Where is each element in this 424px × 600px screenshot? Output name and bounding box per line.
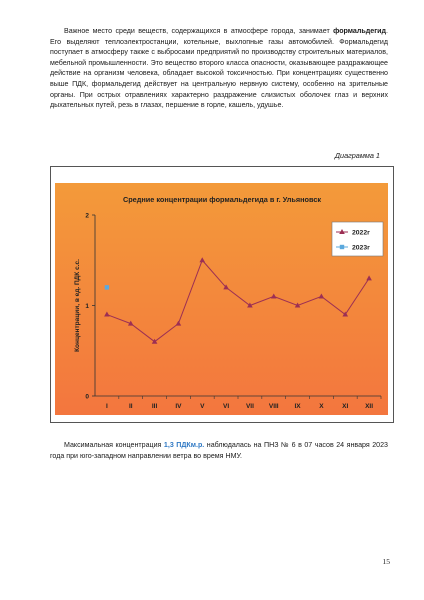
x-tick-label: VII [245,403,254,410]
max-value: 1,3 ПДКм.р. [163,441,205,449]
y-axis-label: Концентрации, в ед. ПДК с.с. [74,259,81,352]
chart-caption: Диаграмма 1 [334,151,380,160]
max-rest: наблюдалась на ПНЗ № 6 в 07 часов 24 января 2023 года при юго-западном направлении ветра во время НМУ. [50,441,389,460]
x-tick-label: X [319,403,324,410]
x-tick-label: II [128,403,133,410]
chart-title: Средние концентрации формальдегида в г. Ульяновск [122,195,322,204]
intro-term: формальдегид [333,27,387,35]
x-tick-label: IX [294,403,301,410]
max-concentration-paragraph [50,440,388,461]
chart-frame [50,166,394,423]
x-tick-label: III [151,403,158,410]
x-tick-label: V [200,403,205,410]
y-tick-label: 1 [85,302,89,310]
page-number: 15 [382,557,390,566]
intro-paragraph [50,26,388,111]
max-lead: Максимальная концентрация [64,441,164,449]
formaldehyde-line-chart [51,167,393,422]
x-tick-label: VI [223,403,230,410]
x-tick-label: IV [175,403,182,410]
intro-lead: Важное место среди веществ, содержащихся в атмосфере города, занимает [64,27,334,35]
x-tick-label: XI [342,403,349,410]
legend-label: 2023г [352,244,370,252]
chart-area-background [55,183,388,415]
legend-marker [340,245,344,249]
x-tick-label: VIII [268,403,279,410]
legend-label: 2022г [352,229,370,237]
y-tick-label: 0 [85,393,89,401]
data-point-2023г [105,285,109,289]
x-tick-label: I [106,403,108,410]
intro-rest: . Его выделяют теплоэлектростанции, котельные, выхлопные газы автомобилей. Формальдегид поступает в атмосферу также с выбросами предприятий по производству строительных материалов, мебельной промышленности. Это вещество второго класса опасности, оказывающее раздражающее действие на организм человека, обладает высокой токсичностью. При концентрациях существенно выше ПДК, формальдегид действует на центральную нервную систему, особенно на зрительные органы. При острых отравлениях характерно раздражение слизистых оболочек глаз и верхних дыхательных путей, резь в глазах, першение в горле, кашель, удушье. [50,27,388,110]
y-tick-label: 2 [85,212,89,220]
x-tick-label: XII [365,403,374,410]
